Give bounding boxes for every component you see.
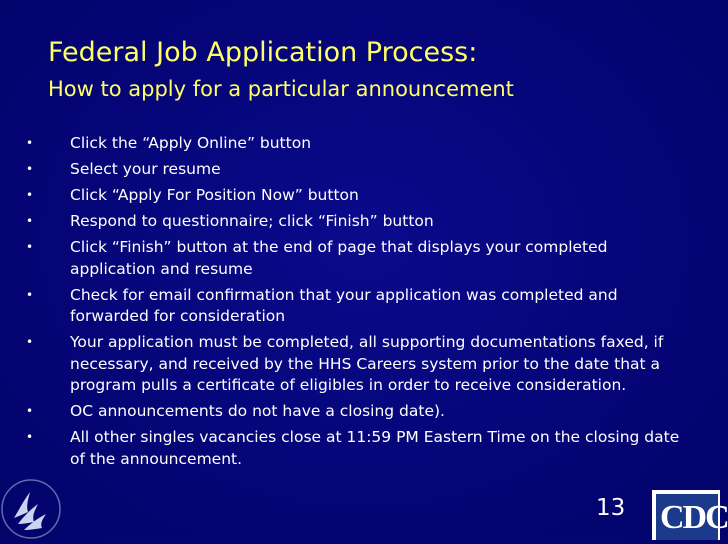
bullet-item xyxy=(26,427,686,470)
bullet-text: Click “Finish” button at the end of page that displays your completed application and resume xyxy=(70,238,608,278)
bullet-icon: • xyxy=(26,335,34,349)
bullet-icon: • xyxy=(26,404,34,418)
slide-subtitle: How to apply for a particular announcement xyxy=(48,77,514,101)
bullet-text: Your application must be completed, all supporting documentations faxed, if necessary, and received by the HHS Careers system prior to the date that a program pulls a certificate of eligibles in order to receive consideration. xyxy=(70,333,664,394)
title-block xyxy=(48,36,688,104)
bullet-item xyxy=(26,285,686,328)
hhs-eagle-icon xyxy=(0,478,62,540)
bullet-text: Select your resume xyxy=(70,160,221,178)
bullet-icon: • xyxy=(26,188,34,202)
bullet-list xyxy=(26,133,686,475)
bullet-icon: • xyxy=(26,162,34,176)
page-number: 13 xyxy=(596,495,626,521)
bullet-text: Respond to questionnaire; click “Finish” button xyxy=(70,212,434,230)
bullet-item xyxy=(26,211,686,233)
bullet-item xyxy=(26,401,686,423)
cdc-logo xyxy=(652,490,728,540)
bullet-icon: • xyxy=(26,136,34,150)
bullet-text: Click “Apply For Position Now” button xyxy=(70,186,359,204)
cdc-logo-text: CDC xyxy=(660,499,728,536)
bullet-text: Click the “Apply Online” button xyxy=(70,134,312,152)
bullet-icon: • xyxy=(26,240,34,254)
bullet-icon: • xyxy=(26,287,34,302)
slide-title: Federal Job Application Process: xyxy=(48,37,478,68)
bullet-item xyxy=(26,133,686,155)
bullet-item xyxy=(26,159,686,181)
bullet-item xyxy=(26,237,686,280)
bullet-text: OC announcements do not have a closing date). xyxy=(70,402,445,420)
bullet-item xyxy=(26,332,686,397)
bullet-text: Check for email confirmation that your application was completed and forwarded for consideration xyxy=(70,285,618,325)
bullet-icon: • xyxy=(26,430,34,444)
hhs-eagle-logo xyxy=(0,478,62,540)
bullet-item xyxy=(26,185,686,207)
bullet-text: All other singles vacancies close at 11:59 PM Eastern Time on the closing date of the announcement. xyxy=(70,428,680,468)
bullet-icon: • xyxy=(26,214,34,228)
